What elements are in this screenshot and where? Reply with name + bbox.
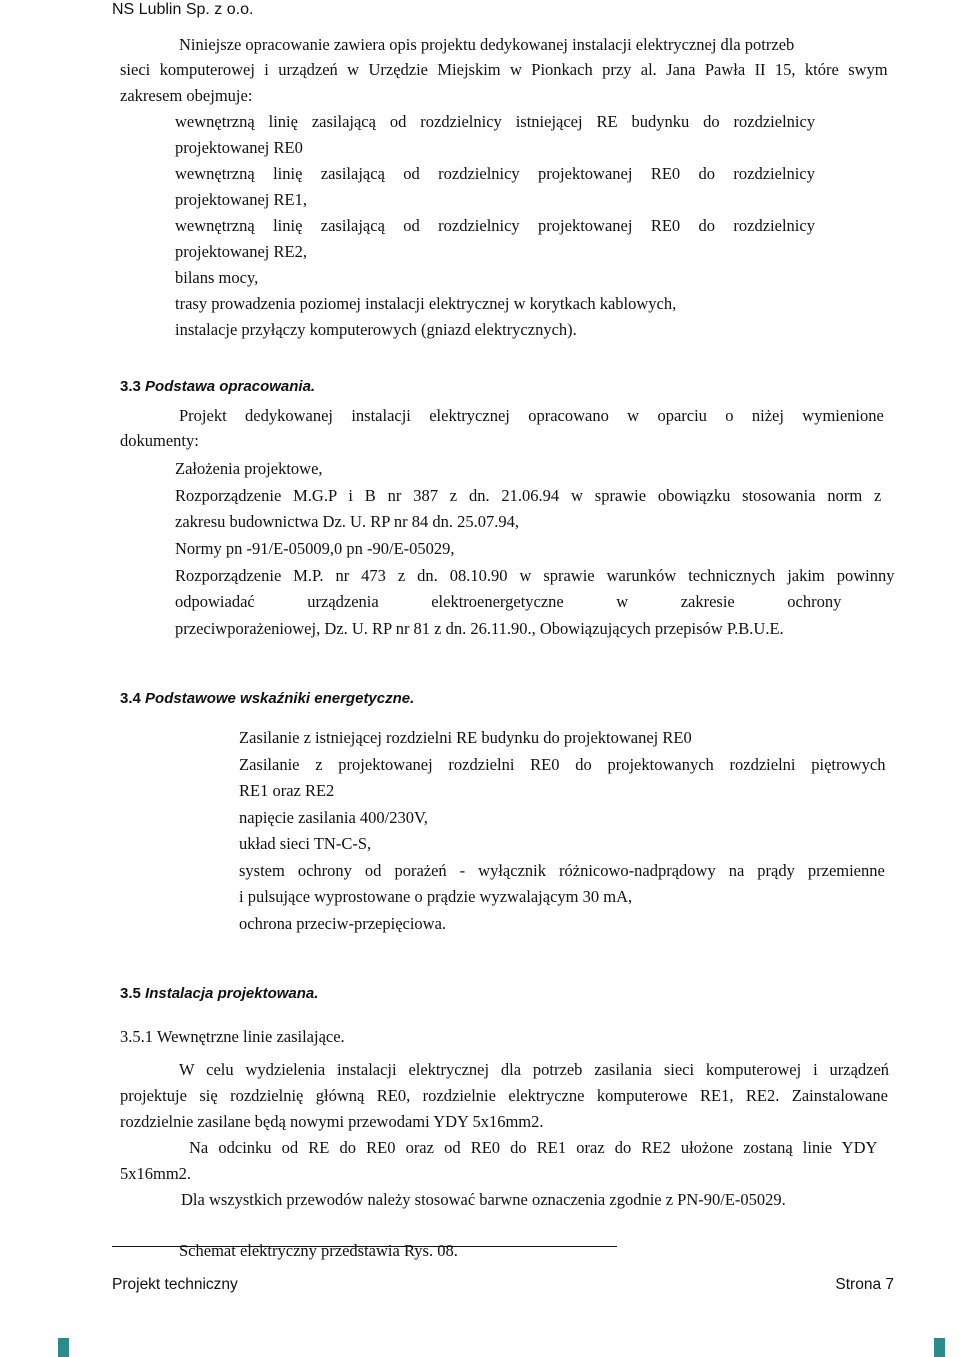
section-3-3-title: Podstawa opracowania. [145,378,316,395]
section-3-4-title: Podstawowe wskaźniki energetyczne. [145,690,415,707]
doc-item-4: Rozporządzenie M.P. nr 473 z dn. 08.10.90 w sprawie warunków technicznych jakim powinny [175,566,895,585]
subsection-3-5-1-title: 3.5.1 Wewnętrzne linie zasilające. [120,1027,345,1046]
section-3-4-heading [120,690,414,708]
scope-item-5: trasy prowadzenia poziomej instalacji elektrycznej w korytkach kablowych, [175,294,677,313]
section-3-4-number: 3.4 [120,690,141,707]
section-3-5-para-2-line-2: 5x16mm2. [120,1164,192,1183]
section-3-5-heading [120,985,318,1003]
energy-item-5-cont: i pulsujące wyprostowane o prądzie wyzwalającym 30 mA, [239,887,633,906]
section-3-3-para-line-1: Projekt dedykowanej instalacji elektrycznej opracowano w oparciu o niżej wymienione [179,406,884,425]
energy-item-3: napięcie zasilania 400/230V, [239,808,428,827]
scope-item-1-cont: projektowanej RE0 [175,138,303,157]
section-3-5-number: 3.5 [120,985,141,1002]
energy-item-5: system ochrony od porażeń - wyłącznik różnicowo-nadprądowy na prądy przemienne [239,861,885,880]
energy-item-1: Zasilanie z istniejącej rozdzielni RE budynku do projektowanej RE0 [239,728,692,747]
doc-item-4-cont-2: przeciwporażeniowej, Dz. U. RP nr 81 z dn. 26.11.90., Obowiązujących przepisów P.B.U.E. [175,619,784,638]
energy-item-2-cont: RE1 oraz RE2 [239,781,335,800]
corner-mark-right [934,1338,945,1357]
section-3-5-para-1-line-1: W celu wydzielenia instalacji elektrycznej dla potrzeb zasilania sieci komputerowej i urządzeń [179,1060,890,1079]
section-3-5-para-2-line-1: Na odcinku od RE do RE0 oraz od RE0 do RE1 oraz do RE2 ułożone zostaną linie YDY [189,1138,878,1157]
section-3-5-para-1-line-3: rozdzielnie zasilane będą nowymi przewodami YDY 5x16mm2. [120,1112,544,1131]
intro-line-3: zakresem obejmuje: [120,86,253,105]
footer-left-text: Projekt techniczny [112,1276,238,1293]
energy-item-4: układ sieci TN-C-S, [239,834,372,853]
scope-item-3-cont: projektowanej RE2, [175,242,307,261]
scope-item-3: wewnętrzną linię zasilającą od rozdzielnicy projektowanej RE0 do rozdzielnicy [175,216,815,235]
section-3-3-para-line-2: dokumenty: [120,431,199,450]
section-3-3-number: 3.3 [120,378,141,395]
doc-item-4-cont-1: odpowiadać urządzenia elektroenergetyczne w zakresie ochrony [175,592,842,611]
scope-item-2: wewnętrzną linię zasilającą od rozdzielnicy projektowanej RE0 do rozdzielnicy [175,164,815,183]
section-3-5-para-3: Dla wszystkich przewodów należy stosować barwne oznaczenia zgodnie z PN-90/E-05029. [181,1190,786,1209]
section-3-5-title: Instalacja projektowana. [145,985,319,1002]
footer-page-number: Strona 7 [835,1276,894,1293]
intro-line-1: Niniejsze opracowanie zawiera opis projektu dedykowanej instalacji elektrycznej dla potrzeb [179,35,795,54]
energy-item-6: ochrona przeciw-przepięciowa. [239,914,447,933]
section-3-3-heading [120,378,315,396]
intro-line-2: sieci komputerowej i urządzeń w Urzędzie Miejskim w Pionkach przy al. Jana Pawła II 15, które swym [120,60,888,79]
scope-item-6: instalacje przyłączy komputerowych (gniazd elektrycznych). [175,320,577,339]
section-3-5-para-1-line-2: projektuje się rozdzielnię główną RE0, rozdzielnie elektryczne komputerowe RE1, RE2. Zainstalowane [120,1086,888,1105]
energy-item-2: Zasilanie z projektowanej rozdzielni RE0 do projektowanych rozdzielni piętrowych [239,755,886,774]
page-header: NS Lublin Sp. z o.o. [112,1,254,18]
scope-item-4: bilans mocy, [175,268,259,287]
doc-item-2: Rozporządzenie M.G.P i B nr 387 z dn. 21.06.94 w sprawie obowiązku stosowania norm z [175,486,882,505]
doc-item-3: Normy pn -91/E-05009,0 pn -90/E-05029, [175,539,455,558]
footer-rule [112,1246,617,1247]
corner-mark-left [58,1338,69,1357]
section-3-5-para-4: Schemat elektryczny przedstawia Rys. 08. [179,1241,458,1260]
doc-item-1: Założenia projektowe, [175,459,323,478]
doc-item-2-cont: zakresu budownictwa Dz. U. RP nr 84 dn. 25.07.94, [175,512,520,531]
scope-item-1: wewnętrzną linię zasilającą od rozdzielnicy istniejącej RE budynku do rozdzielnicy [175,112,816,131]
scope-item-2-cont: projektowanej RE1, [175,190,307,209]
